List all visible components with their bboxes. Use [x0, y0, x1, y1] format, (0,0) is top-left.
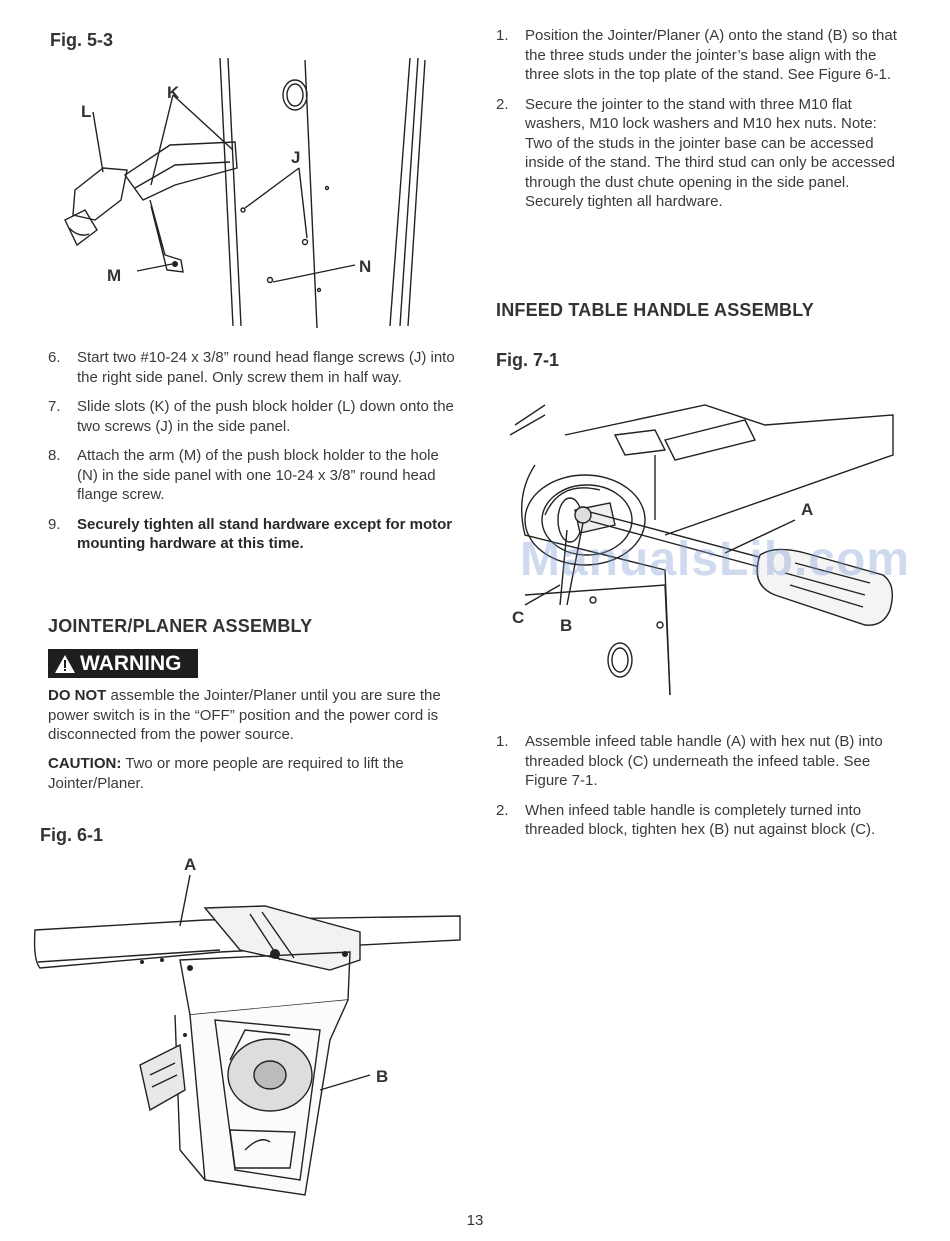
infeed-step-2: 2. When infeed table handle is completely turned into threaded block, tighten hex (B) nut against block (C). [496, 801, 876, 838]
manualslib-watermark: ManualsLib.com [520, 533, 911, 586]
label-C-fig71: C [512, 608, 525, 627]
label-A-fig71: A [801, 500, 814, 519]
label-K: K [167, 83, 180, 102]
fig-6-1-title: Fig. 6-1 [40, 825, 104, 845]
infeed-steps-list [496, 732, 906, 850]
fig-5-3-title: Fig. 5-3 [50, 30, 114, 50]
infeed-step-1: 1. Assemble infeed table handle (A) with hex nut (B) into threaded block (C) underneath the infeed table. See Figure 7-1. [496, 733, 883, 789]
jointer-planer-heading: JOINTER/PLANER ASSEMBLY [48, 616, 313, 636]
page-number: 13 [466, 1212, 484, 1229]
jointer-step-2: 2. Secure the jointer to the stand with three M10 flat washers, M10 lock washers and M10 hex nuts. Note: Two of the studs in the jointer base can be accessed inside of the stand. The third stud can only be accessed through the dust chute opening in the side panel. Securely tighten all hardware. [496, 95, 895, 210]
step-9: 9. Securely tighten all stand hardware except for motor mounting hardware at this time. [48, 515, 453, 552]
label-J: J [291, 148, 301, 167]
infeed-handle-heading: INFEED TABLE HANDLE ASSEMBLY [496, 300, 814, 320]
fig-6-1-illustration [30, 850, 470, 1200]
label-N: N [359, 257, 372, 276]
caution-text: CAUTION: Two or more people are required to lift the Jointer/Planer. [48, 755, 404, 792]
warning-triangle-icon [54, 654, 76, 674]
label-A-fig61: A [184, 855, 197, 874]
label-B-fig71: B [560, 616, 573, 635]
step-6: 6. Start two #10-24 x 3/8” round head flange screws (J) into the right side panel. Only screw them in half way. [48, 349, 455, 386]
step-8: 8. Attach the arm (M) of the push block holder to the hole (N) in the side panel with one 10-24 x 3/8” round head flange screw. [48, 447, 439, 503]
stand-steps-list [48, 348, 458, 564]
label-L: L [81, 102, 92, 121]
warning-badge: WARNING [48, 649, 198, 678]
jointer-step-1: 1. Position the Jointer/Planer (A) onto the stand (B) so that the three studs under the jointer’s base align with the three slots in the top plate of the stand. See Figure 6-1. [496, 27, 897, 83]
jointer-steps-list [496, 26, 906, 222]
label-M: M [107, 266, 122, 285]
step-7: 7. Slide slots (K) of the push block holder (L) down onto the two screws (J) in the side panel. [48, 398, 454, 435]
label-B-fig61: B [376, 1067, 389, 1086]
fig-5-3-illustration [55, 50, 455, 335]
fig-7-1-title: Fig. 7-1 [496, 350, 560, 370]
do-not-warning-text: DO NOT assemble the Jointer/Planer until you are sure the power switch is in the “OFF” position and the power cord is disconnected from the power source. [48, 687, 441, 743]
